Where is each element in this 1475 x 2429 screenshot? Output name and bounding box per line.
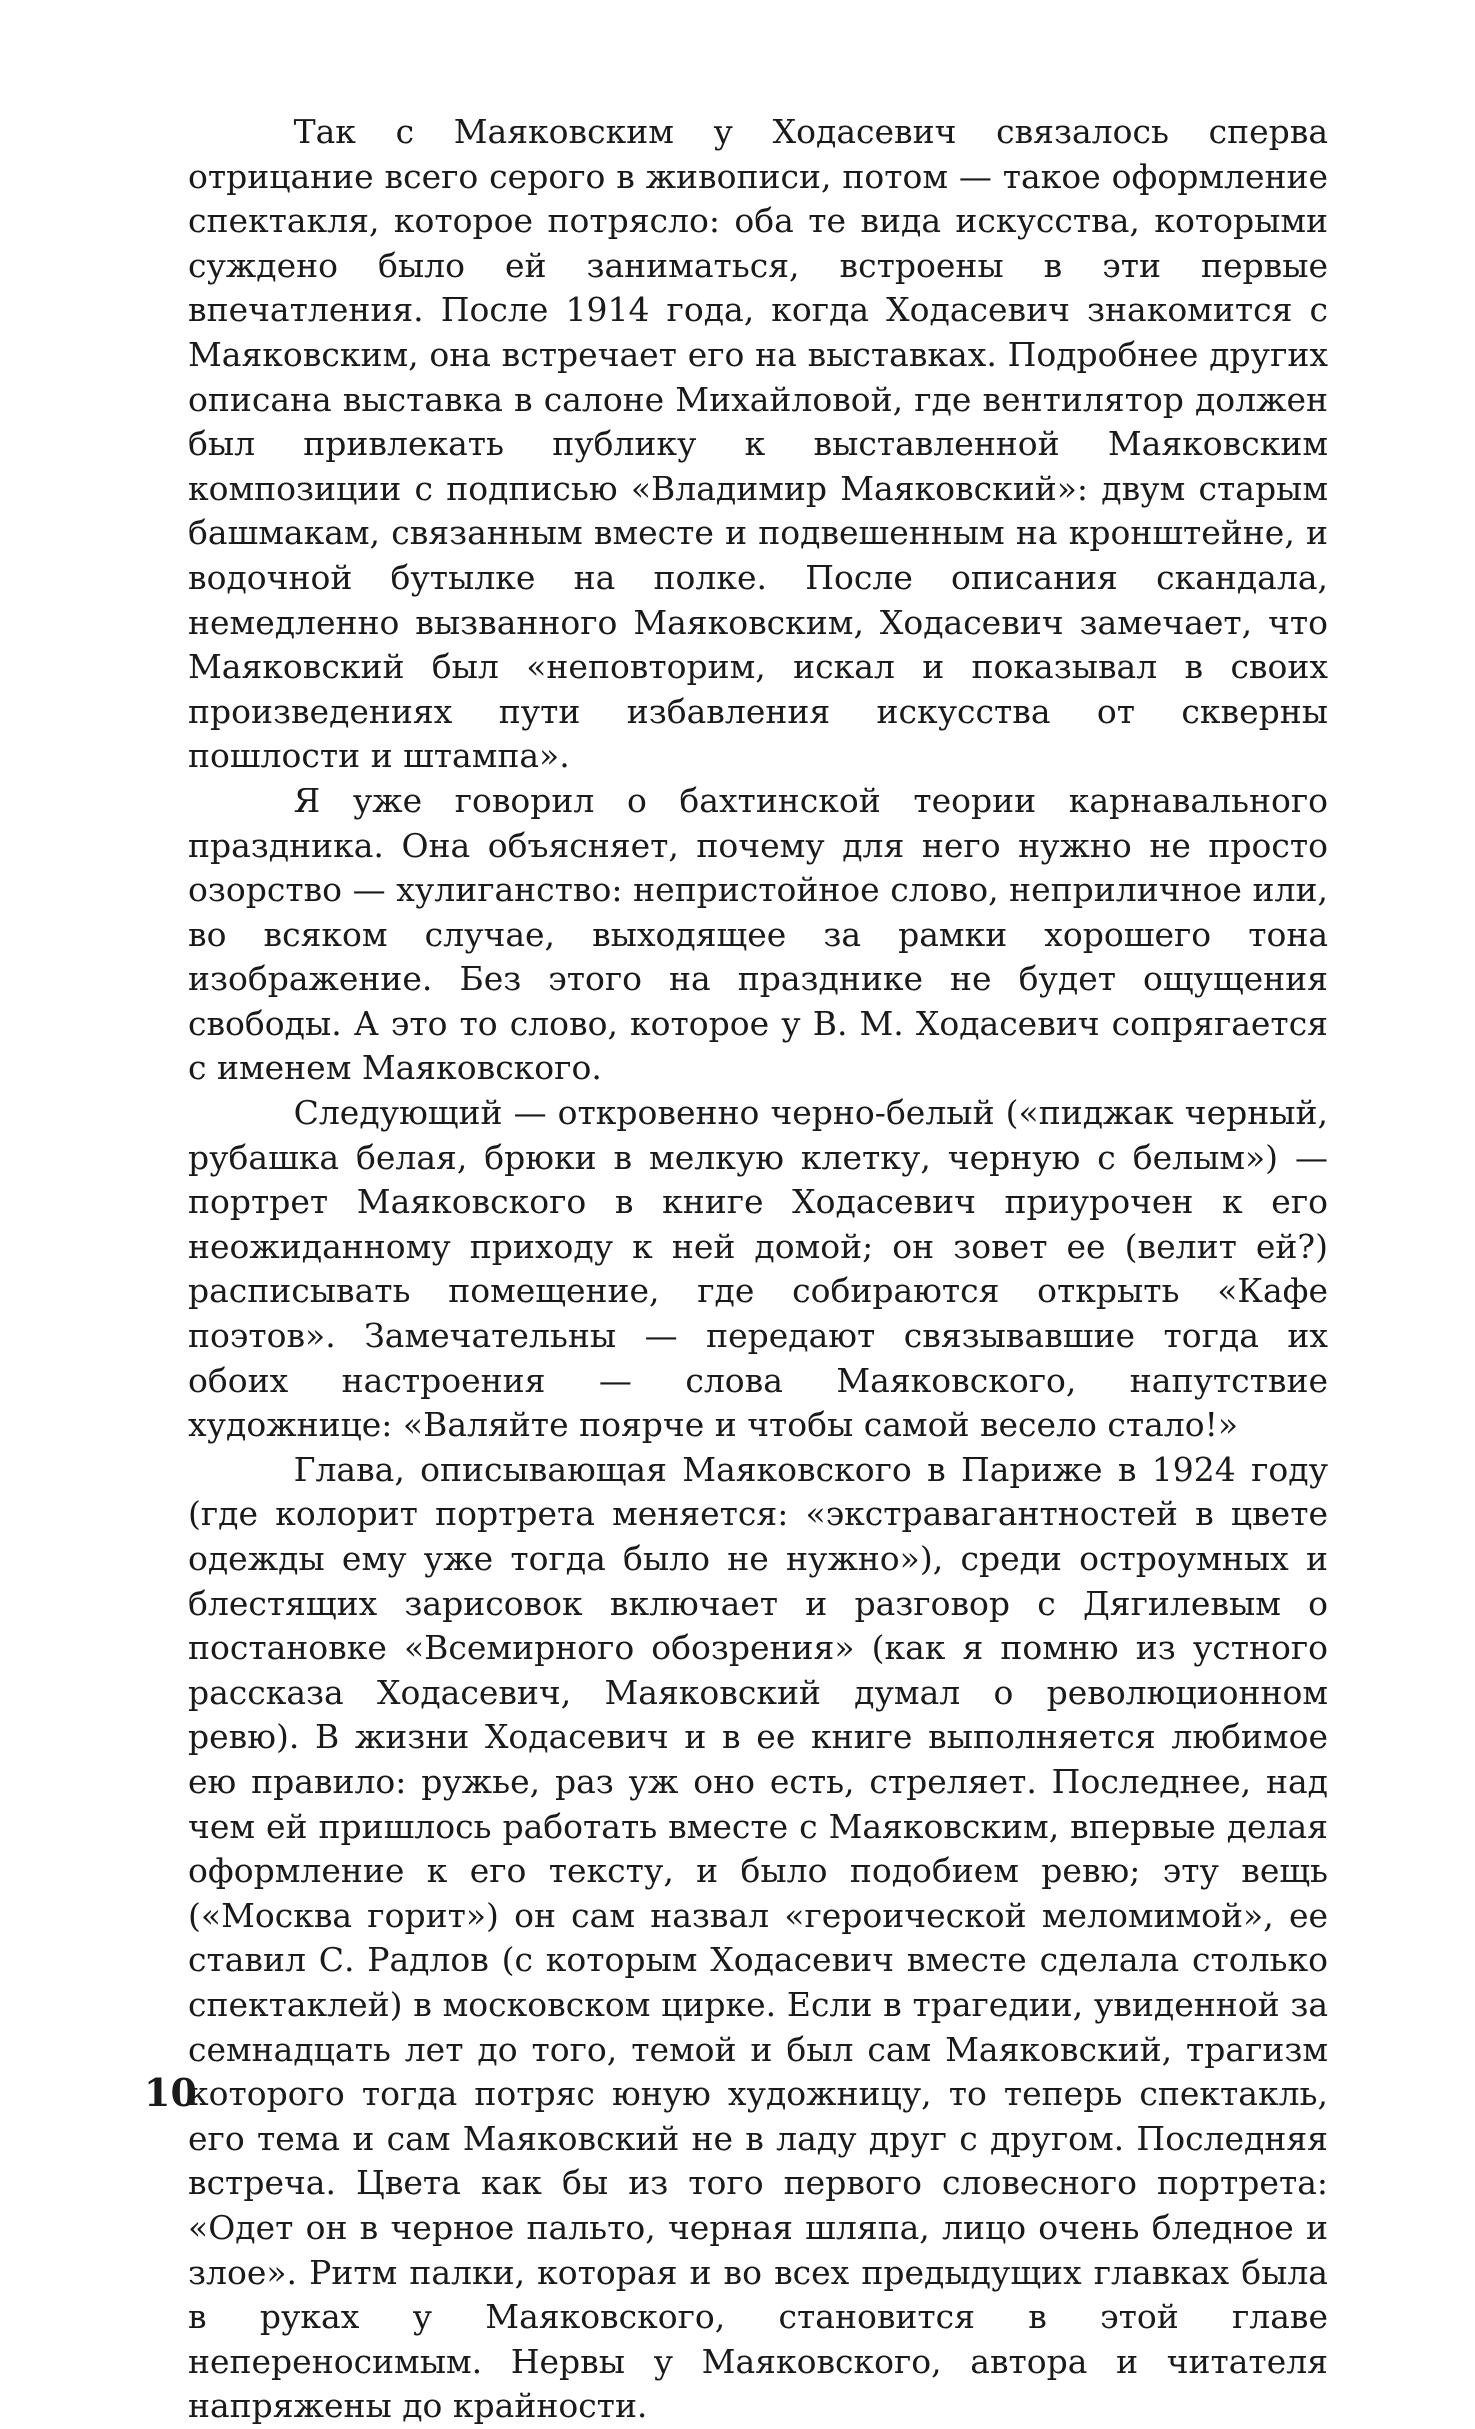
- page-number: 10: [144, 2070, 197, 2115]
- paragraph-2: Я уже говорил о бахтинской теории карнавального праздника. Она объясняет, почему для него нужно не просто озорство — хулиганство: непристойное слово, неприличное или, во всяком случае, выходящее за рамки хорошего тона изображение. Без этого на празднике не будет ощущения свободы. А это то слово, которое у В. М. Ходасевич сопрягается с именем Маяковского.: [188, 780, 1328, 1088]
- page-body: [188, 110, 1328, 2426]
- paragraph-3: Следующий — откровенно черно-белый («пиджак черный, рубашка белая, брюки в мелкую клетку, черную с белым») — портрет Маяковского в книге Ходасевич приурочен к его неожиданному приходу к ней домой; он зовет ее (велит ей?) расписывать помещение, где собираются открыть «Кафе поэтов». Замечательны — передают связывавшие тогда их обоих настроения — слова Маяковского, напутствие художнице: «Валяйте поярче и чтобы самой весело стало!»: [188, 1093, 1328, 1445]
- paragraph-1: Так с Маяковским у Ходасевич связалось сперва отрицание всего серого в живописи, потом — такое оформление спектакля, которое потрясло: оба те вида искусства, которыми суждено было ей заниматься, встроены в эти первые впечатления. После 1914 года, когда Ходасевич знакомится с Маяковским, она встречает его на выставках. Подробнее других описана выставка в салоне Михайловой, где вентилятор должен был привлекать публику к выставленной Маяковским композиции с подписью «Владимир Маяковский»: двум старым башмакам, связанным вместе и подвешенным на кронштейне, и водочной бутылке на полке. После описания скандала, немедленно вызванного Маяковским, Ходасевич замечает, что Маяковский был «неповторим, искал и показывал в своих произведениях пути избавления искусства от скверны пошлости и штампа».: [188, 112, 1328, 776]
- paragraph-4: Глава, описывающая Маяковского в Париже в 1924 году (где колорит портрета меняется: «экстравагантностей в цвете одежды ему уже тогда было не нужно»), среди остроумных и блестящих зарисовок включает и разговор с Дягилевым о постановке «Всемирного обозрения» (как я помню из устного рассказа Ходасевич, Маяковский думал о революционном ревю). В жизни Ходасевич и в ее книге выполняется любимое ею правило: ружье, раз уж оно есть, стреляет. Последнее, над чем ей пришлось работать вместе с Маяковским, впервые делая оформление к его тексту, и было подобием ревю; эту вещь («Москва горит») он сам назвал «героической меломимой», ее ставил С. Радлов (с которым Ходасевич вместе сделала столько спектаклей) в московском цирке. Если в трагедии, увиденной за семнадцать лет до того, темой и был сам Маяковский, трагизм которого тогда потряс юную художницу, то теперь спектакль, его тема и сам Маяковский не в ладу друг с другом. Последняя встреча. Цвета как бы из того первого словесного портрета: «Одет он в черное пальто, черная шляпа, лицо очень бледное и злое». Ритм палки, которая и во всех предыдущих главках была в руках у Маяковского, становится в этой главе непереносимым. Нервы у Маяковского, автора и читателя напряжены до крайности.: [188, 1449, 1328, 2426]
